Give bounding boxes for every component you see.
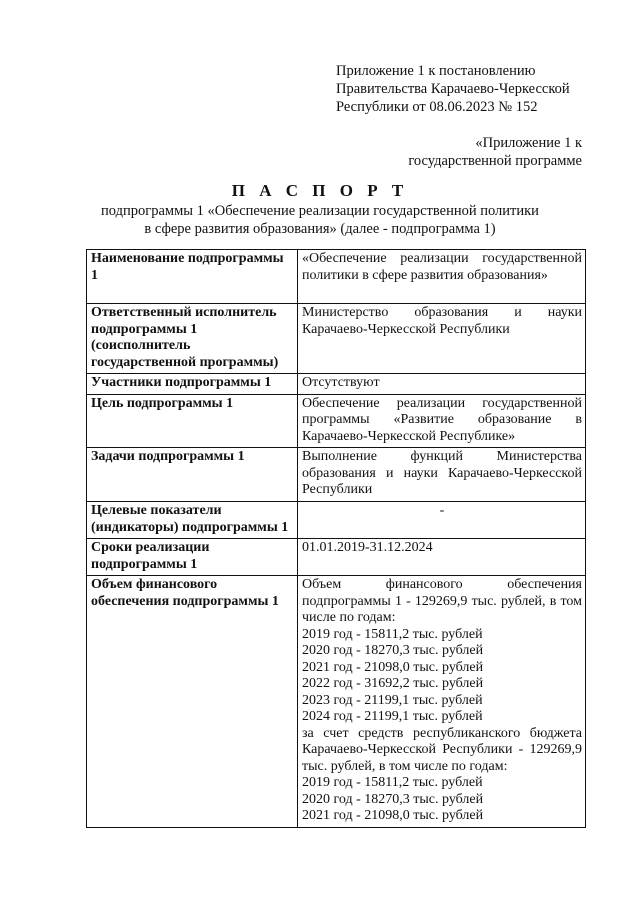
row-label: Объем финансового обеспечения подпрограммы 1 (87, 576, 298, 828)
resolution-line: Правительства Карачаево-Черкесской (336, 81, 570, 97)
row-label: Ответственный исполнитель подпрограммы 1 (соисполнитель государственной программы) (87, 304, 298, 374)
funding-year: 2020 год - 18270,3 тыс. рублей (302, 643, 484, 658)
funding-year: 2022 год - 31692,2 тыс. рублей (302, 676, 484, 691)
table-row (87, 304, 586, 374)
table-row (87, 374, 586, 395)
annex-line: «Приложение 1 к (475, 135, 582, 151)
budget-intro: за счет средств республиканского бюджета Карачаево-Черкесской Республики - 129269,9 тыс. рублей, в том числе по годам: (302, 725, 582, 774)
row-label: Целевые показатели (индикаторы) подпрограммы 1 (87, 502, 298, 539)
row-value: «Обеспечение реализации государственной политики в сфере развития образования» (298, 250, 586, 304)
resolution-line: Республики от 08.06.2023 № 152 (336, 99, 538, 115)
table-row (87, 394, 586, 448)
row-value: - (298, 502, 586, 539)
resolution-reference (336, 62, 596, 116)
page-title: П А С П О Р Т (231, 181, 409, 200)
annex-line: государственной программе (408, 153, 582, 169)
funding-year: 2021 год - 21098,0 тыс. рублей (302, 659, 484, 675)
row-label: Цель подпрограммы 1 (87, 394, 298, 448)
funding-year: 2023 год - 21199,1 тыс. рублей (302, 692, 483, 708)
row-label: Сроки реализации подпрограммы 1 (87, 539, 298, 576)
passport-table (86, 249, 586, 828)
funding-year: 2024 год - 21199,1 тыс. рублей (302, 709, 483, 724)
table-row (87, 576, 586, 828)
row-value: Обеспечение реализации государственной программы «Развитие образование в Карачаево-Черкесской Республике» (298, 394, 586, 448)
program-annex-reference (408, 134, 582, 170)
row-value: Выполнение функций Министерства образования и науки Карачаево-Черкесской Республики (298, 448, 586, 502)
row-label: Наименование подпрограммы 1 (87, 250, 298, 304)
funding-year: 2019 год - 15811,2 тыс. рублей (302, 626, 483, 642)
table-row (87, 448, 586, 502)
subtitle-line: подпрограммы 1 «Обеспечение реализации государственной политики (101, 203, 539, 219)
budget-year: 2020 год - 18270,3 тыс. рублей (302, 791, 484, 807)
table-row (87, 502, 586, 539)
row-value: Отсутствуют (298, 374, 586, 395)
resolution-line: Приложение 1 к постановлению (336, 63, 536, 79)
table-row (87, 250, 586, 304)
budget-year: 2021 год - 21098,0 тыс. рублей (302, 808, 484, 823)
table-row (87, 539, 586, 576)
row-value: Министерство образования и науки Карачаево-Черкесской Республики (298, 304, 586, 374)
subtitle-line: в сфере развития образования» (далее - подпрограмма 1) (144, 221, 496, 237)
page-subtitle (0, 202, 640, 238)
row-value: 01.01.2019-31.12.2024 (298, 539, 586, 576)
funding-intro: Объем финансового обеспечения подпрограммы 1 - 129269,9 тыс. рублей, в том числе по годам: (302, 577, 582, 625)
row-value (298, 576, 586, 828)
budget-year: 2019 год - 15811,2 тыс. рублей (302, 775, 483, 790)
row-label: Участники подпрограммы 1 (87, 374, 298, 395)
row-label: Задачи подпрограммы 1 (87, 448, 298, 502)
